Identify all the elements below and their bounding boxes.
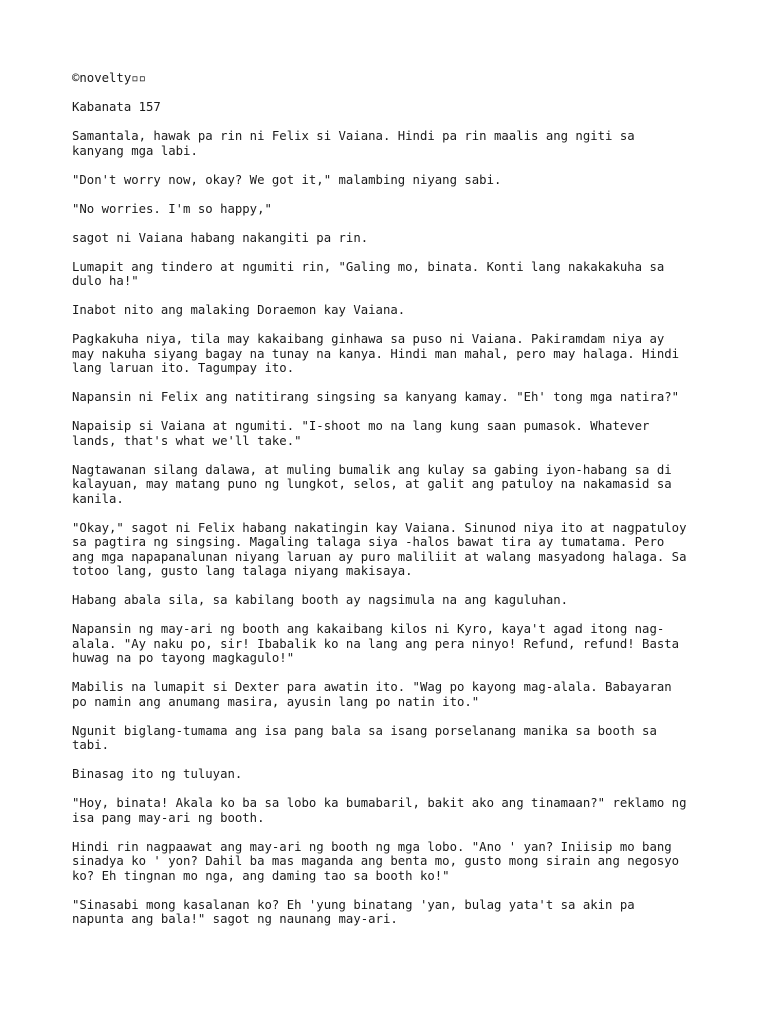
paragraph: Nagtawanan silang dalawa, at muling bumalik ang kulay sa gabing iyon-habang sa di kalayuan, may matang puno ng lungkot, selos, at galit ang patuloy na nakamasid sa kanila. bbox=[72, 462, 672, 506]
paragraph: "Don't worry now, okay? We got it," malambing niyang sabi. bbox=[72, 172, 502, 187]
paragraph: Pagkakuha niya, tila may kakaibang ginhawa sa puso ni Vaiana. Pakiramdam niya ay may nakuha siyang bagay na tunay na kanya. Hindi man mahal, pero may halaga. Hindi lang laruan ito. Tagumpay ito. bbox=[72, 332, 680, 375]
chapter-title: Kabanata 157 bbox=[72, 100, 161, 114]
paragraph: "Sinasabi mong kasalanan ko? Eh 'yung binatang 'yan, bulag yata't sa akin pa napunta ang bala!" sagot ng naunang may-ari. bbox=[72, 897, 635, 926]
paragraph: Napansin ni Felix ang natitirang singsing sa kanyang kamay. "Eh' tong mga natira?" bbox=[72, 390, 680, 404]
paragraph: Lumapit ang tindero at ngumiti rin, "Galing mo, binata. Konti lang nakakakuha sa dulo ha!" bbox=[72, 259, 665, 288]
paragraph: Inabot nito ang malaking Doraemon kay Vaiana. bbox=[72, 303, 406, 317]
paragraph: Habang abala sila, sa kabilang booth ay nagsimula na ang kaguluhan. bbox=[72, 593, 569, 607]
paragraph: Napansin ng may-ari ng booth ang kakaibang kilos ni Kyro, kaya't agad itong nag- alala. "Ay naku po, sir! Ibabalik ko na lang ang pera ninyo! Refund, refund! Basta huwag na po tayong magkagulo!" bbox=[72, 622, 680, 665]
paragraph: Ngunit biglang-tumama ang isa pang bala sa isang porselanang manika sa booth sa tabi. bbox=[72, 723, 657, 752]
paragraph: "Hoy, binata! Akala ko ba sa lobo ka bumabaril, bakit ako ang tinamaan?" reklamo ng isa pang may-ari ng booth. bbox=[72, 796, 687, 825]
copyright-header: ©novelty▫▫ bbox=[72, 71, 147, 85]
paragraph: "Okay," sagot ni Felix habang nakatingin kay Vaiana. Sinunod niya ito at nagpatuloy sa pagtira ng singsing. Magaling talaga siya -halos bawat tira ay tumatama. Pero ang mga napapanalunan niyang laruan ay puro maliliit at walang masyadong halaga. Sa totoo lang, gusto lang talaga niyang makisaya. bbox=[72, 520, 687, 578]
paragraph: Hindi rin nagpaawat ang may-ari ng booth ng mga lobo. "Ano ' yan? Iniisip mo bang sinadya ko ' yon? Dahil ba mas maganda ang benta mo, gusto mong sirain ang negosyo ko? Eh tingnan mo nga, ang daming tao sa booth ko!" bbox=[72, 839, 680, 883]
paragraph: sagot ni Vaiana habang nakangiti pa rin. bbox=[72, 230, 369, 245]
paragraph: "No worries. I'm so happy," bbox=[72, 201, 272, 216]
paragraph: Mabilis na lumapit si Dexter para awatin ito. "Wag po kayong mag-alala. Babayaran po namin ang anumang masira, ayusin lang po natin ito." bbox=[72, 680, 672, 709]
paragraph: Binasag ito ng tuluyan. bbox=[72, 767, 243, 781]
paragraph: Napaisip si Vaiana at ngumiti. "I-shoot mo na lang kung saan pumasok. Whatever lands, that's what we'll take." bbox=[72, 419, 650, 448]
paragraph: Samantala, hawak pa rin ni Felix si Vaiana. Hindi pa rin maalis ang ngiti sa kanyang mga labi. bbox=[72, 129, 635, 158]
